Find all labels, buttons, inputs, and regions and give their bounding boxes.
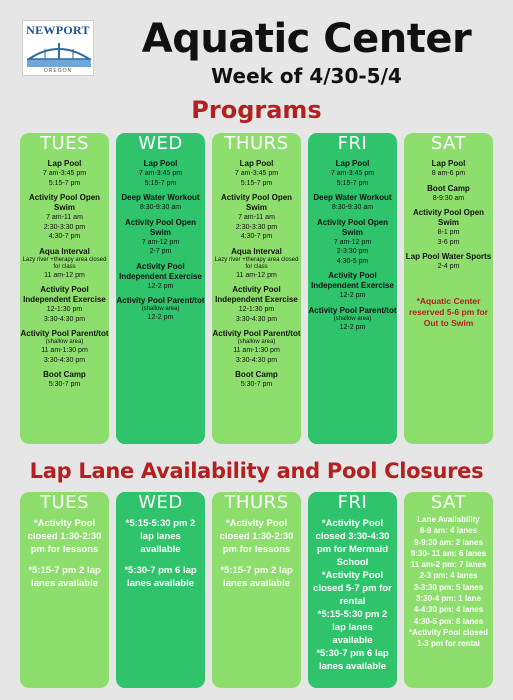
program-item bbox=[116, 159, 205, 188]
program-item bbox=[308, 271, 397, 301]
program-title: Activity Pool Open Swim bbox=[316, 217, 389, 237]
program-item bbox=[308, 159, 397, 188]
lane-line: *Activity Pool closed 1:30-2:30 pm for lessons bbox=[27, 518, 102, 555]
program-time: 7 am-12 pm bbox=[333, 238, 372, 246]
lane-line: *5:15-5:30 pm 2 lap lanes available bbox=[125, 518, 196, 555]
program-time: 8 am-6 pm bbox=[431, 170, 466, 177]
program-time: 8:30-9:30 am bbox=[331, 204, 374, 211]
day-label: FRI bbox=[337, 492, 368, 513]
lane-column-fri bbox=[308, 492, 397, 688]
program-time: 8:30-9:30 am bbox=[139, 204, 182, 211]
program-time: 2-4 pm bbox=[437, 263, 460, 270]
program-title: Deep Water Workout bbox=[313, 193, 392, 202]
program-item bbox=[212, 370, 301, 390]
page-subtitle: Week of 4/30-5/4 bbox=[211, 64, 402, 88]
lane-line: *5:15-5:30 pm 2 lap lanes available bbox=[317, 609, 388, 646]
program-title: Boot Camp bbox=[43, 370, 86, 379]
lane-line: Lane Availability bbox=[417, 515, 480, 524]
program-time: 7 am-3:45 pm bbox=[138, 170, 183, 177]
program-title: Activity Pool Parent/tot bbox=[212, 329, 301, 338]
lanes-heading: Lap Lane Availability and Pool Closures bbox=[29, 459, 484, 483]
program-time: 2:30-3:30 pm bbox=[43, 223, 86, 231]
program-time: 12-2 pm bbox=[147, 282, 174, 290]
lane-line: 8-9 am: 4 lanes bbox=[419, 526, 478, 536]
program-item bbox=[20, 329, 109, 365]
program-time: 3-6 pm bbox=[437, 238, 460, 246]
program-column-thurs bbox=[212, 133, 301, 444]
lane-column-thurs bbox=[212, 492, 301, 688]
program-time: 3:30-4:30 pm bbox=[43, 315, 86, 323]
program-note: (shallow area) bbox=[45, 339, 84, 345]
program-title: Boot Camp bbox=[427, 183, 470, 193]
lane-line: 9-9:30 am: 2 lanes bbox=[414, 537, 483, 547]
program-title: Activity Pool Open Swim bbox=[220, 193, 293, 212]
program-time: 8-9:30 am bbox=[432, 194, 465, 202]
bridge-icon bbox=[27, 37, 91, 67]
program-item bbox=[308, 306, 397, 333]
program-item bbox=[308, 218, 397, 267]
program-title: Lap Pool bbox=[335, 159, 370, 168]
program-item bbox=[404, 159, 493, 179]
day-label: THURS bbox=[224, 492, 289, 513]
program-note: (shallow area) bbox=[333, 315, 372, 322]
program-item bbox=[212, 329, 301, 365]
program-title: Activity Pool Parent/tot bbox=[20, 329, 109, 338]
program-time: 11 am-12 pm bbox=[44, 271, 85, 279]
program-column-tues bbox=[20, 133, 109, 444]
program-time: 8-1 pm bbox=[437, 229, 460, 236]
program-time: 7 am-3:45 pm bbox=[42, 170, 87, 177]
program-item bbox=[116, 262, 205, 292]
program-time: 11 am-12 pm bbox=[236, 271, 277, 279]
program-time: 7 am-11 am bbox=[46, 214, 83, 221]
lane-gap bbox=[215, 556, 298, 564]
program-item bbox=[308, 193, 397, 213]
program-time: 3:30-4:30 pm bbox=[43, 356, 86, 364]
logo-sub: OREGON bbox=[43, 68, 73, 74]
program-time: 2-7 pm bbox=[149, 248, 172, 255]
reserved-note: *Aquatic Center reserved 5-6 pm for Out to Swim bbox=[409, 295, 488, 328]
program-title: Lap Pool bbox=[143, 159, 178, 168]
lane-line: *5:30-7 pm 6 lap lanes available bbox=[316, 648, 389, 672]
program-item bbox=[20, 159, 109, 188]
program-title: Boot Camp bbox=[235, 370, 278, 379]
program-time: 5:15-7 pm bbox=[48, 179, 81, 187]
program-item bbox=[404, 252, 493, 272]
program-title: Lap Pool bbox=[239, 159, 274, 168]
lane-body bbox=[308, 517, 397, 673]
lane-line: 9:30- 11 am: 6 lanes bbox=[410, 548, 487, 558]
program-time: 11 am-1:30 pm bbox=[233, 347, 280, 354]
program-item bbox=[20, 247, 109, 281]
page-title: Aquatic Center bbox=[141, 16, 472, 62]
program-time: 7 am-3:45 pm bbox=[234, 170, 279, 177]
program-item bbox=[20, 370, 109, 390]
program-item bbox=[212, 159, 301, 188]
program-title: Lap Pool bbox=[47, 159, 82, 168]
lane-line: *Activity Pool closed 1:30-2:30 pm for lessons bbox=[219, 518, 294, 555]
newport-logo bbox=[22, 20, 94, 76]
program-time: 7 am-3:45 pm bbox=[330, 170, 375, 177]
program-time: 12-2 pm bbox=[339, 292, 366, 299]
program-time: 7 am-12 pm bbox=[141, 238, 180, 246]
program-item bbox=[212, 247, 301, 281]
program-note: (shallow area) bbox=[141, 306, 180, 312]
lane-body bbox=[116, 517, 205, 590]
program-column-fri bbox=[308, 133, 397, 444]
program-title: Activity Pool Independent Exercise bbox=[311, 271, 394, 290]
program-item bbox=[116, 296, 205, 323]
day-label: TUES bbox=[40, 133, 89, 154]
lane-body bbox=[212, 517, 301, 590]
program-item bbox=[404, 184, 493, 204]
logo-word: NEWPORT bbox=[26, 23, 90, 37]
programs-heading: Programs bbox=[191, 96, 322, 124]
program-title: Activity Pool Independent Exercise bbox=[215, 285, 298, 304]
program-note: Lazy river +therapy area closed for class bbox=[214, 256, 299, 270]
lane-column-sat bbox=[404, 492, 493, 688]
lane-line: 4-4:30 pm: 4 lanes bbox=[413, 605, 484, 615]
program-time: 3:30-4:30 pm bbox=[235, 356, 278, 364]
program-title: Activity Pool Open Swim bbox=[28, 193, 101, 212]
program-item bbox=[20, 285, 109, 324]
day-label: TUES bbox=[40, 492, 89, 513]
program-time: 4:30-7 pm bbox=[48, 233, 81, 240]
program-time: 12-1:30 pm bbox=[46, 306, 83, 313]
day-label: FRI bbox=[337, 133, 368, 154]
program-time: 5:30-7 pm bbox=[240, 381, 273, 388]
program-title: Activity Pool Open Swim bbox=[124, 217, 197, 237]
program-item bbox=[116, 218, 205, 257]
lane-body bbox=[20, 517, 109, 590]
program-note: (shallow area) bbox=[237, 339, 276, 345]
program-item bbox=[404, 208, 493, 247]
program-title: Lap Pool bbox=[431, 159, 466, 168]
program-title: Aqua Interval bbox=[231, 246, 282, 256]
program-title: Activity Pool Open Swim bbox=[412, 208, 485, 227]
program-column-sat bbox=[404, 133, 493, 444]
program-time: 4:30-5 pm bbox=[336, 257, 369, 265]
program-time: 12-1:30 pm bbox=[238, 306, 275, 313]
program-time: 2:30-3:30 pm bbox=[235, 223, 278, 231]
program-item bbox=[212, 193, 301, 242]
lane-line: 3:30-4 pm: 1 lane bbox=[416, 594, 481, 604]
program-title: Activity Pool Independent Exercise bbox=[23, 285, 106, 304]
program-time: 3:30-4:30 pm bbox=[235, 315, 278, 323]
day-label: WED bbox=[138, 492, 183, 513]
lane-line: *Activity Pool closed 1-3 pm for rental bbox=[408, 627, 489, 649]
program-time: 12-2 pm bbox=[339, 323, 366, 331]
program-title: Activity Pool Parent/tot bbox=[308, 305, 397, 315]
program-title: Aqua Interval bbox=[39, 246, 90, 256]
day-label: THURS bbox=[224, 133, 289, 154]
day-label: WED bbox=[138, 133, 183, 154]
day-label: SAT bbox=[430, 133, 467, 154]
program-time: 5:15-7 pm bbox=[240, 179, 273, 187]
program-item bbox=[20, 193, 109, 242]
lane-line: *Activity Pool closed 3:30-4:30 pm for Mermaid School bbox=[315, 518, 390, 568]
program-time: 5:15-7 pm bbox=[336, 179, 369, 187]
program-time: 11 am-1:30 pm bbox=[41, 347, 88, 354]
program-column-wed bbox=[116, 133, 205, 444]
program-time: 2-3:30 pm bbox=[336, 248, 369, 255]
lane-gap bbox=[23, 556, 106, 564]
program-item bbox=[212, 285, 301, 324]
program-note: Lazy river +therapy area closed for class bbox=[22, 256, 107, 270]
program-title: Deep Water Workout bbox=[121, 193, 200, 202]
program-title: Activity Pool Independent Exercise bbox=[119, 261, 202, 281]
program-title: Activity Pool Parent/tot bbox=[116, 296, 205, 305]
program-time: 5:30-7 pm bbox=[48, 381, 81, 388]
lane-line: *5:15-7 pm 2 lap lanes available bbox=[220, 565, 293, 589]
program-title: Lap Pool Water Sports bbox=[405, 252, 492, 261]
lane-line: 2-3 pm: 4 lanes bbox=[419, 571, 478, 581]
lane-column-tues bbox=[20, 492, 109, 688]
program-time: 12-2 pm bbox=[147, 314, 174, 321]
program-item bbox=[116, 193, 205, 213]
lane-line: 3-3:30 pm: 5 lanes bbox=[413, 582, 484, 592]
day-label: SAT bbox=[430, 492, 467, 513]
lane-body bbox=[404, 514, 493, 650]
lane-line: *Activity Pool closed 5-7 pm for rental bbox=[313, 570, 392, 607]
lane-gap bbox=[119, 556, 202, 564]
program-time: 4:30-7 pm bbox=[240, 233, 273, 240]
lane-line: 4:30-5 pm: 8 lanes bbox=[413, 616, 484, 626]
lane-line: *5:30-7 pm 6 lap lanes available bbox=[124, 565, 197, 589]
lane-column-wed bbox=[116, 492, 205, 688]
lane-line: 11 am-2 pm: 7 lanes bbox=[410, 560, 487, 570]
program-time: 5:15-7 pm bbox=[144, 179, 177, 187]
lane-line: *5:15-7 pm 2 lap lanes available bbox=[28, 565, 101, 589]
program-time: 7 am-11 am bbox=[238, 214, 275, 221]
